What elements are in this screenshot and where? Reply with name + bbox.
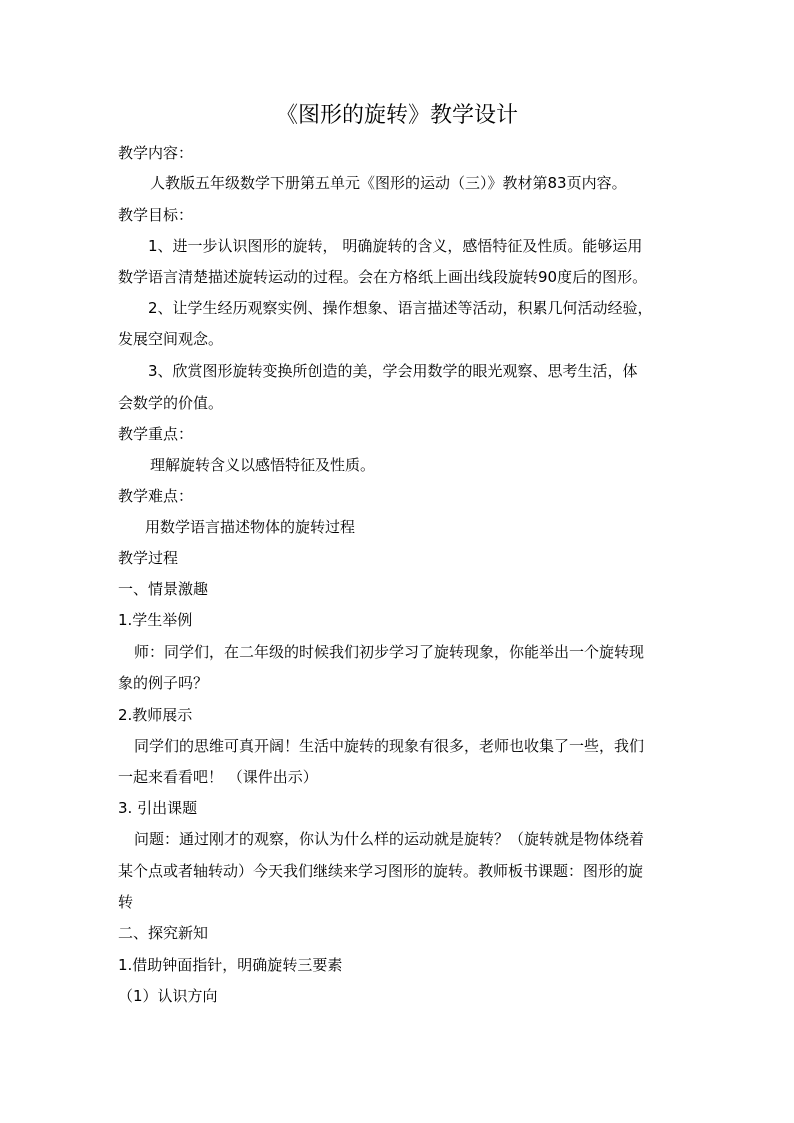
process-heading: 教学过程 [118,549,179,567]
goal-2-line-1: 2、让学生经历观察实例、操作想象、语言描述等活动，积累几何活动经验， [148,299,653,317]
section-2-heading: 二、探究新知 [118,924,209,942]
key-heading: 教学重点： [118,425,194,443]
step-3-heading: 3. 引出课题 [118,799,198,817]
step-1-heading: 1.学生举例 [118,611,193,629]
section-2-sub-1-heading: （1）认识方向 [118,987,218,1005]
step-1-line-2: 象的例子吗？ [118,674,209,692]
step-3-line-3: 转 [118,893,134,911]
goal-1-line-2: 数学语言清楚描述旋转运动的过程。会在方格纸上画出线段旋转90度后的图形。 [118,268,648,286]
step-1-line-1: 师：同学们，在二年级的时候我们初步学习了旋转现象，你能举出一个旋转现 [134,643,645,661]
step-2-line-2: 一起来看看吧！ （课件出示） [118,768,318,786]
difficulty-text: 用数学语言描述物体的旋转过程 [145,518,356,536]
goal-1-line-1: 1、进一步认识图形的旋转， 明确旋转的含义，感悟特征及性质。能够运用 [148,237,643,255]
step-2-heading: 2.教师展示 [118,706,193,724]
goal-2-line-2: 发展空间观念。 [118,330,224,348]
step-3-line-1: 问题：通过刚才的观察，你认为什么样的运动就是旋转？（旋转就是物体绕着 [134,830,645,848]
section-1-heading: 一、情景激趣 [118,580,209,598]
goal-3-line-2: 会数学的价值。 [118,394,224,412]
goals-heading: 教学目标： [118,206,194,224]
content-text: 人教版五年级数学下册第五单元《图形的运动（三）》教材第83页内容。 [150,174,627,192]
difficulty-heading: 教学难点： [118,487,194,505]
goal-3-line-1: 3、欣赏图形旋转变换所创造的美，学会用数学的眼光观察、思考生活，体 [148,362,638,380]
step-3-line-2: 某个点或者轴转动）今天我们继续来学习图形的旋转。教师板书课题：图形的旋 [118,862,644,880]
document-title: 《图形的旋转》教学设计 [275,103,518,128]
section-2-step-1-heading: 1.借助钟面指针，明确旋转三要素 [118,956,343,974]
step-2-line-1: 同学们的思维可真开阔！生活中旋转的现象有很多，老师也收集了一些，我们 [134,737,645,755]
key-text: 理解旋转含义以感悟特征及性质。 [150,456,376,474]
content-heading: 教学内容： [118,144,194,162]
